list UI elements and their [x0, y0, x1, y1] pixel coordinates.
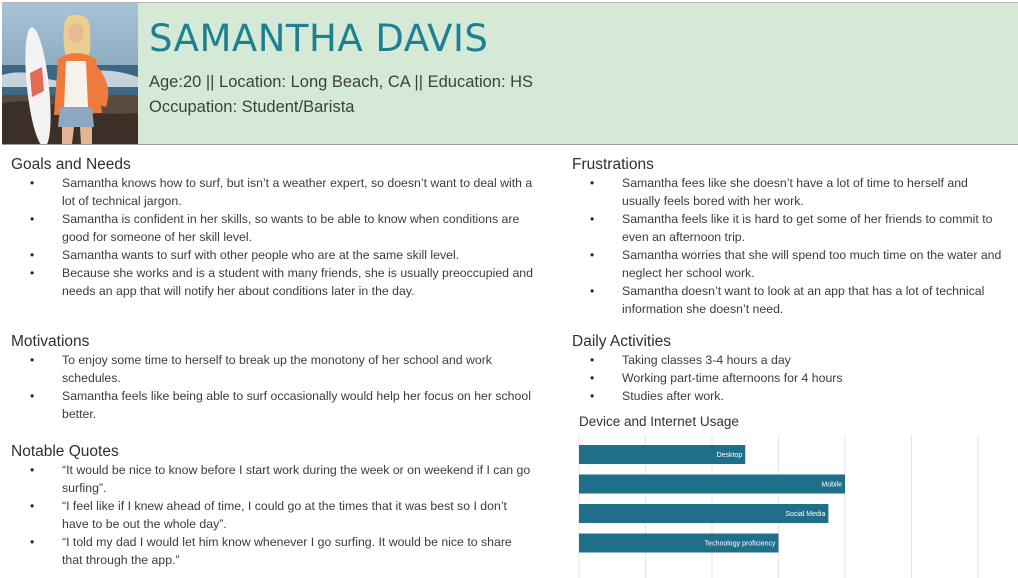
goals-title: Goals and Needs: [11, 156, 131, 173]
chart-bar-label: Desktop: [716, 452, 743, 459]
frustrations-title: Frustrations: [572, 156, 654, 173]
daily-activities-list: [571, 351, 1007, 405]
list-item: • Samantha fees like she doesn’t have a lot of time to herself and usually feels bored with her work.: [571, 174, 1007, 210]
persona-photo: [2, 3, 138, 144]
list-item: • “I feel like if I knew ahead of time, I could go at the times that it was best so I don’t have to be out the whole day”.: [11, 497, 535, 533]
persona-name: SAMANTHA DAVIS: [149, 17, 489, 60]
list-item: • “I told my dad I would let him know whenever I go surfing. It would be nice to share that through the app.”: [11, 533, 535, 569]
list-item: • “It would be nice to know before I start work during the week or on weekend if I can go surfing”.: [11, 461, 535, 497]
list-item: • Samantha doesn’t want to look at an app that has a lot of technical information she doesn’t need.: [571, 282, 1007, 318]
chart-bar-mobile: [579, 475, 845, 494]
list-item: • To enjoy some time to herself to break up the monotony of her school and work schedules.: [11, 351, 535, 387]
motivations-title: Motivations: [11, 333, 90, 350]
quotes-title: Notable Quotes: [11, 443, 119, 460]
list-item: • Studies after work.: [571, 387, 1007, 405]
frustrations-list: [571, 174, 1007, 318]
chart-bar-label: Technology proficiency: [704, 540, 776, 548]
persona-meta-line2: Occupation: Student/Barista: [149, 98, 355, 116]
list-item: • Taking classes 3-4 hours a day: [571, 351, 1007, 369]
quotes-list: [11, 461, 535, 569]
list-item: • Samantha is confident in her skills, so wants to be able to know when conditions are good for someone of her skill level.: [11, 210, 535, 246]
list-item: • Because she works and is a student with many friends, she is usually preoccupied and needs an app that will notify her about conditions later in the day.: [11, 264, 535, 300]
usage-bar-chart: [578, 435, 998, 578]
chart-bar-label: Social Media: [785, 511, 826, 518]
persona-header: [2, 2, 1018, 145]
list-item: • Samantha feels like being able to surf occasionally would help her focus on her school better.: [11, 387, 535, 423]
chart-title: Device and Internet Usage: [579, 414, 739, 429]
list-item: • Samantha worries that she will spend too much time on the water and neglect her school work.: [571, 246, 1007, 282]
persona-meta: [149, 70, 533, 120]
daily-activities-title: Daily Activities: [572, 333, 672, 350]
list-item: • Samantha wants to surf with other people who are at the same skill level.: [11, 246, 535, 264]
motivations-list: [11, 351, 535, 423]
list-item: • Samantha knows how to surf, but isn’t a weather expert, so doesn’t want to deal with a lot of technical jargon.: [11, 174, 535, 210]
persona-name-panel: [138, 3, 1018, 144]
list-item: • Working part-time afternoons for 4 hours: [571, 369, 1007, 387]
persona-meta-line1: Age:20 || Location: Long Beach, CA || Education: HS: [149, 73, 534, 91]
goals-list: [11, 174, 535, 300]
chart-bar-label: Mobile: [821, 481, 842, 489]
list-item: • Samantha feels like it is hard to get some of her friends to commit to even an afternoon trip.: [571, 210, 1007, 246]
